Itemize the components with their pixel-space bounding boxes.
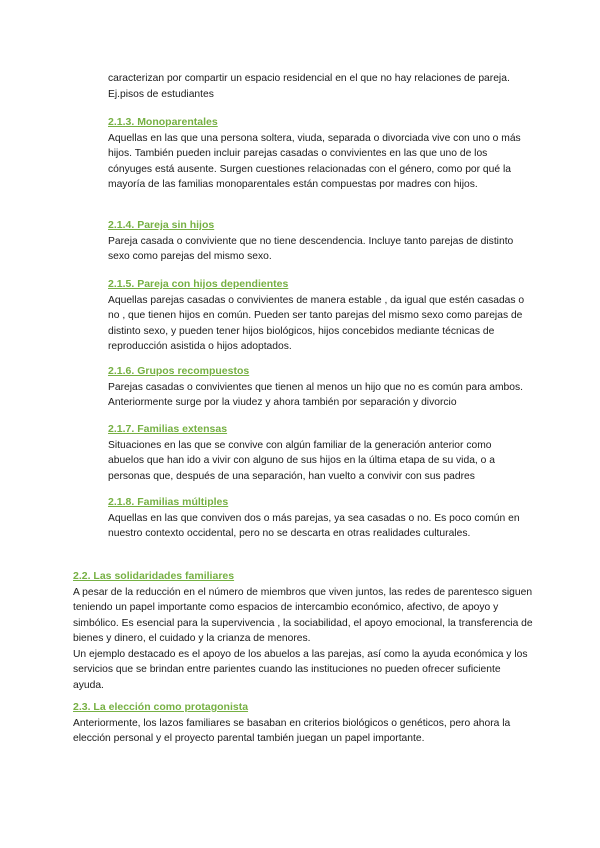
subsection-heading: 2.1.3. Monoparentales bbox=[108, 116, 218, 128]
subsection-pareja-con-hijos bbox=[108, 277, 528, 355]
subsection-grupos-recompuestos bbox=[108, 364, 528, 411]
subsection-heading: 2.1.4. Pareja sin hijos bbox=[108, 219, 215, 231]
section-solidaridades-familiares bbox=[73, 569, 533, 693]
subsection-pareja-sin-hijos bbox=[108, 218, 528, 265]
subsection-text: Aquellas parejas casadas o convivientes de manera estable , da igual que estén casadas o no , que tienen hijos en común. Pueden ser tanto parejas del mismo sexo como parejas de distinto sexo, y pueden tener hijos biológicos, hijos concebidos mediante técnicas de reproducción asistida o hijos adoptados. bbox=[108, 294, 525, 352]
subsection-text: Aquellas en las que conviven dos o más parejas, ya sea casadas o no. Es poco común en nuestro contexto occidental, pero no se descarta en otras realidades culturales. bbox=[108, 512, 520, 539]
subsection-text: Aquellas en las que una persona soltera, viuda, separada o divorciada vive con uno o más hijos. También pueden incluir parejas casadas o convivientes en las que uno de los cónyuges está ausente. Surgen cuestiones relacionadas con el género, como por qué la mayoría de las familias monoparentales están compuestas por madres con hijos. bbox=[108, 132, 521, 190]
subsection-text: Parejas casadas o convivientes que tienen al menos un hijo que no es común para ambos. Anteriormente surge por la viudez y ahora también por separación y divorcio bbox=[108, 381, 523, 408]
subsection-text: Pareja casada o conviviente que no tiene descendencia. Incluye tanto parejas de distinto sexo como parejas del mismo sexo. bbox=[108, 235, 514, 262]
subsection-heading: 2.1.5. Pareja con hijos dependientes bbox=[108, 278, 289, 290]
subsection-familias-extensas bbox=[108, 422, 528, 484]
section-eleccion-protagonista bbox=[73, 700, 533, 747]
section-heading: 2.3. La elección como protagonista bbox=[73, 701, 249, 713]
subsection-familias-multiples bbox=[108, 495, 528, 542]
subsection-heading: 2.1.6. Grupos recompuestos bbox=[108, 365, 250, 377]
subsection-monoparentales bbox=[108, 115, 528, 193]
section-paragraph: Un ejemplo destacado es el apoyo de los abuelos a las parejas, así como la ayuda económica y los servicios que se brindan entre parientes cuando las instituciones no pueden ofrecer suficiente ayuda. bbox=[73, 648, 528, 691]
section-heading: 2.2. Las solidaridades familiares bbox=[73, 570, 235, 582]
section-paragraph: Anteriormente, los lazos familiares se basaban en criterios biológicos o genéticos, pero ahora la elección personal y el proyecto parental también juegan un papel importante. bbox=[73, 717, 511, 744]
intro-paragraph: caracterizan por compartir un espacio residencial en el que no hay relaciones de pareja. Ej.pisos de estudiantes bbox=[108, 73, 510, 100]
subsection-text: Situaciones en las que se convive con algún familiar de la generación anterior como abuelos que han ido a vivir con alguno de sus hijos en la última etapa de su vida, o a personas que, después de una separación, han vuelto a convivir con sus padres bbox=[108, 439, 495, 482]
subsection-heading: 2.1.7. Familias extensas bbox=[108, 423, 228, 435]
subsection-heading: 2.1.8. Familias múltiples bbox=[108, 496, 229, 508]
section-paragraph: A pesar de la reducción en el número de miembros que viven juntos, las redes de parentesco siguen teniendo un papel importante como espacios de intercambio económico, afectivo, de apoyo y simbólico. Es esencial para la supervivencia , la sociabilidad, el apoyo emocional, la transferencia de bienes y dinero, el cuidado y la crianza de menores. bbox=[73, 586, 533, 644]
